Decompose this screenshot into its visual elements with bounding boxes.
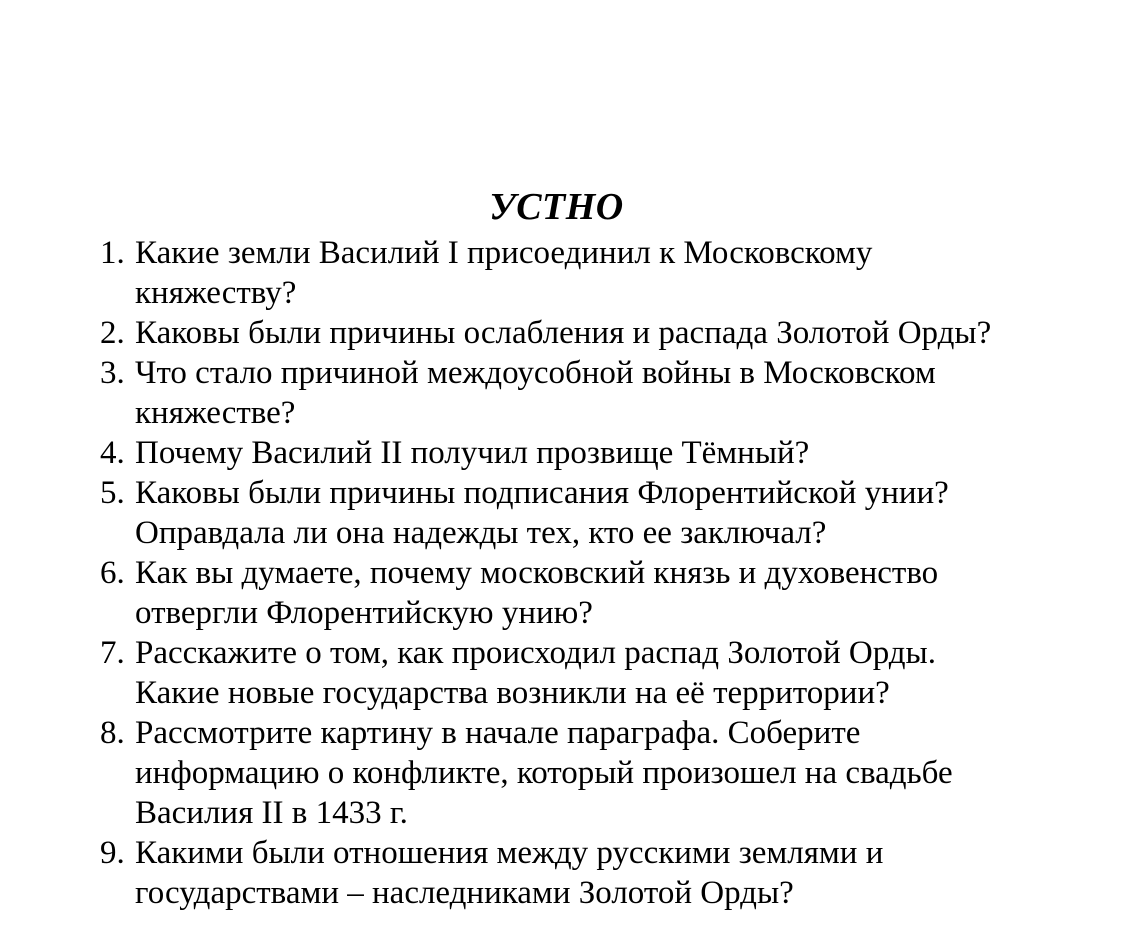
page-title: УСТНО [489, 186, 624, 228]
list-item [100, 713, 1110, 833]
list-item [100, 553, 1110, 633]
item-text-line: информацию о конфликте, который произошел на свадьбе [135, 755, 953, 791]
item-text-line: Оправдала ли она надежды тех, кто ее заключал? [135, 515, 827, 551]
item-text-line: княжеству? [135, 275, 297, 311]
list-item [100, 833, 1110, 913]
item-text-line: Что стало причиной междоусобной войны в Московском [135, 355, 936, 391]
item-text-line: Какими были отношения между русскими землями и [135, 835, 884, 871]
item-text-line: Какие новые государства возникли на её территории? [135, 675, 890, 711]
item-text-line: Расскажите о том, как происходил распад Золотой Орды. [135, 635, 936, 671]
item-number: 8. [100, 715, 125, 751]
item-text-line: княжестве? [135, 395, 296, 431]
item-text-line: Как вы думаете, почему московский князь и духовенство [135, 555, 939, 591]
item-number: 1. [100, 235, 125, 271]
list-item [100, 353, 1110, 433]
item-number: 7. [100, 635, 125, 671]
item-text-line: отвергли Флорентийскую унию? [135, 595, 593, 631]
item-text-line: Василия II в 1433 г. [135, 795, 408, 831]
item-text-line: Каковы были причины подписания Флорентийской унии? [135, 475, 949, 511]
item-number: 3. [100, 355, 125, 391]
list-item [100, 473, 1110, 553]
item-number: 2. [100, 315, 125, 351]
item-number: 4. [100, 435, 125, 471]
item-number: 6. [100, 555, 125, 591]
item-text-line: Какие земли Василий I присоединил к Московскому [135, 235, 873, 271]
list-item [100, 313, 1110, 353]
list-item [100, 633, 1110, 713]
item-number: 9. [100, 835, 125, 871]
list-item [100, 433, 1110, 473]
item-text-line: Рассмотрите картину в начале параграфа. Соберите [135, 715, 861, 751]
question-list [100, 233, 1110, 913]
item-text-line: государствами – наследниками Золотой Орды? [135, 875, 794, 911]
item-text-line: Почему Василий II получил прозвище Тёмный? [135, 435, 810, 471]
item-number: 5. [100, 475, 125, 511]
list-item [100, 233, 1110, 313]
item-text-line: Каковы были причины ослабления и распада Золотой Орды? [135, 315, 992, 351]
